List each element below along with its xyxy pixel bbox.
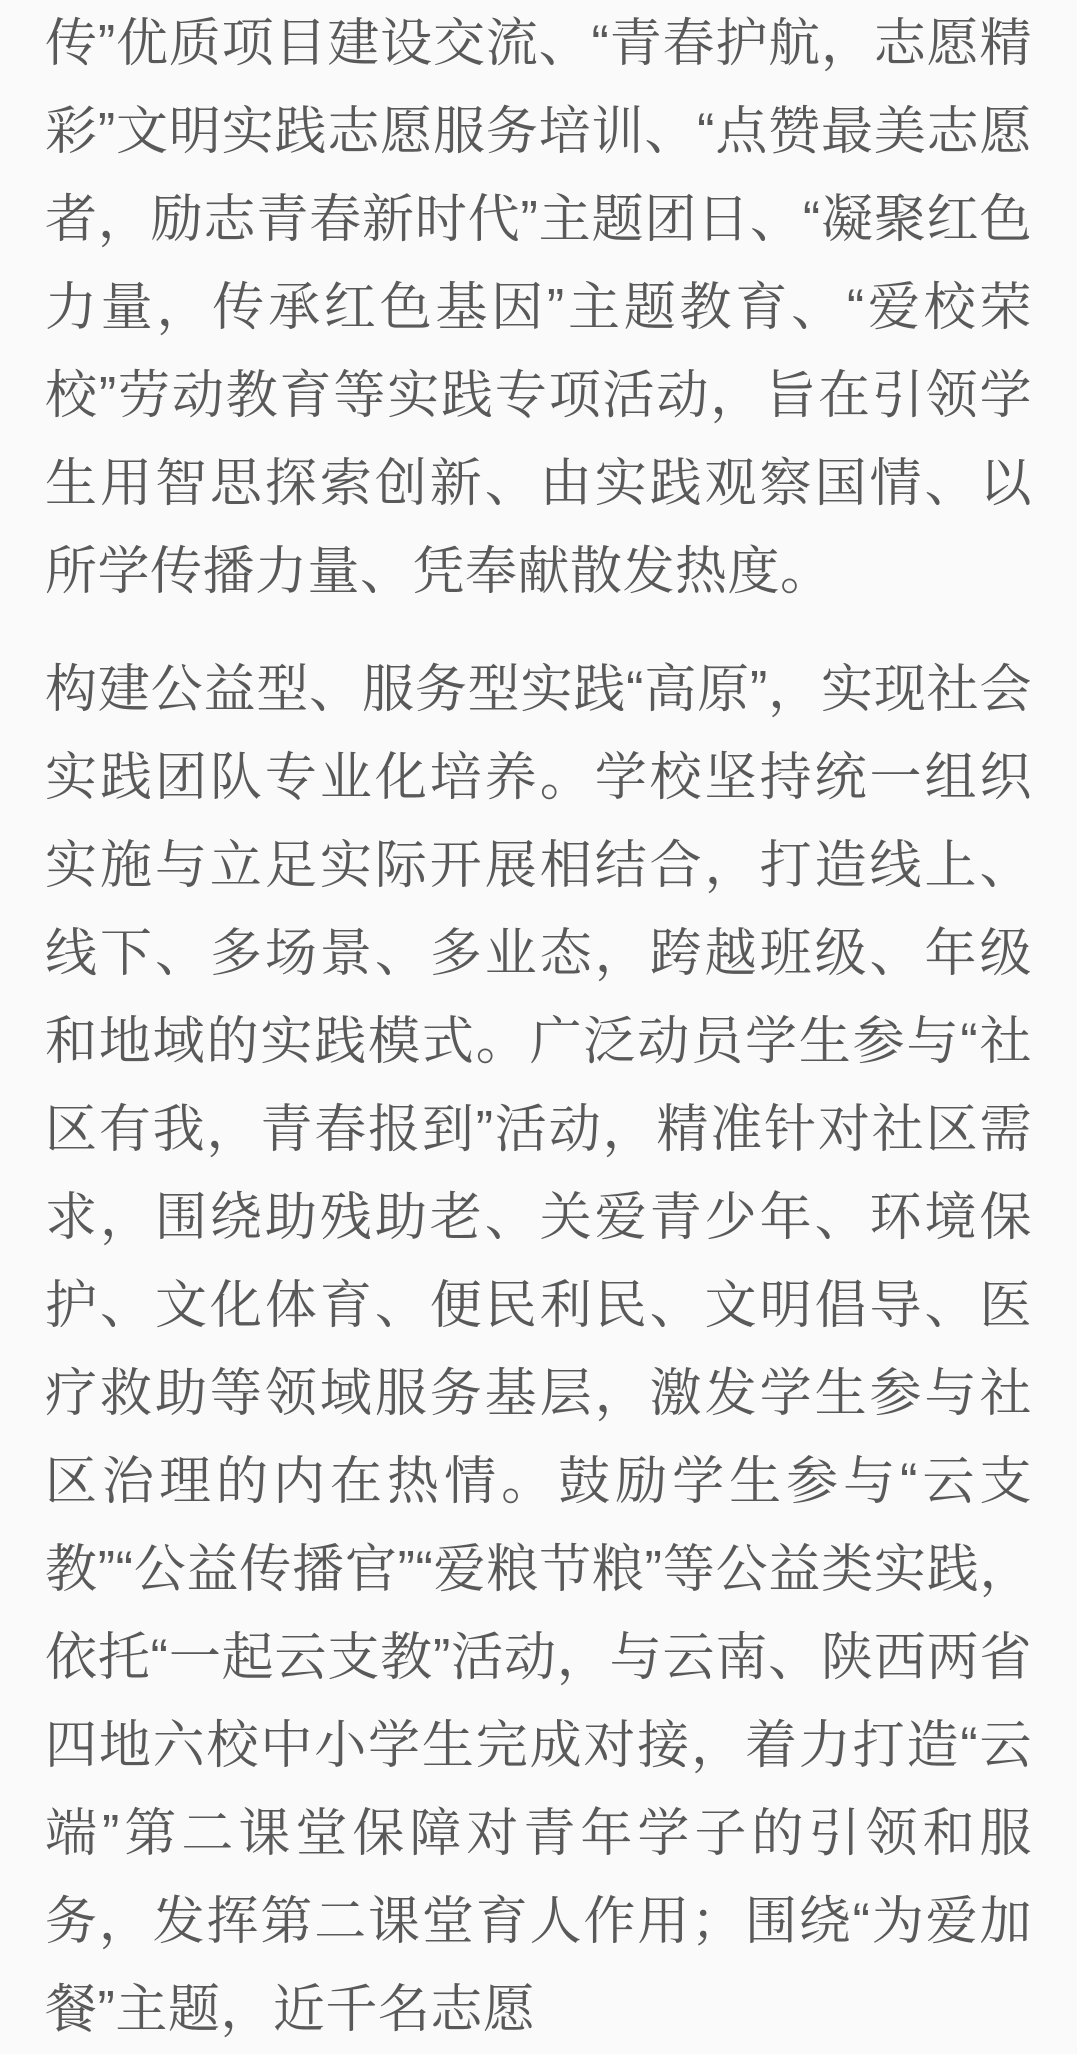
- paragraph: 构建公益型、服务型实践“高原”，实现社会实践团队专业化培养。学校坚持统一组织实施与立足实际开展相结合，打造线上、线下、多场景、多业态，跨越班级、年级和地域的实践模式。广泛动员学生参与“社区有我，青春报到”活动，精准针对社区需求，围绕助残助老、关爱青少年、环境保护、文化体育、便民利民、文明倡导、医疗救助等领域服务基层，激发学生参与社区治理的内在热情。鼓励学生参与“云支教”“公益传播官”“爱粮节粮”等公益类实践，依托“一起云支教”活动，与云南、陕西两省四地六校中小学生完成对接，着力打造“云端”第二课堂保障对青年学子的引领和服务，发挥第二课堂育人作用；围绕“为爱加餐”主题，近千名志愿: [45, 661, 1032, 2039]
- paragraph: 传”优质项目建设交流、“青春护航，志愿精彩”文明实践志愿服务培训、“点赞最美志愿者，励志青春新时代”主题团日、“凝聚红色力量，传承红色基因”主题教育、“爱校荣校”劳动教育等实践专项活动，旨在引领学生用智思探索创新、由实践观察国情、以所学传播力量、凭奉献散发热度。: [45, 15, 1032, 601]
